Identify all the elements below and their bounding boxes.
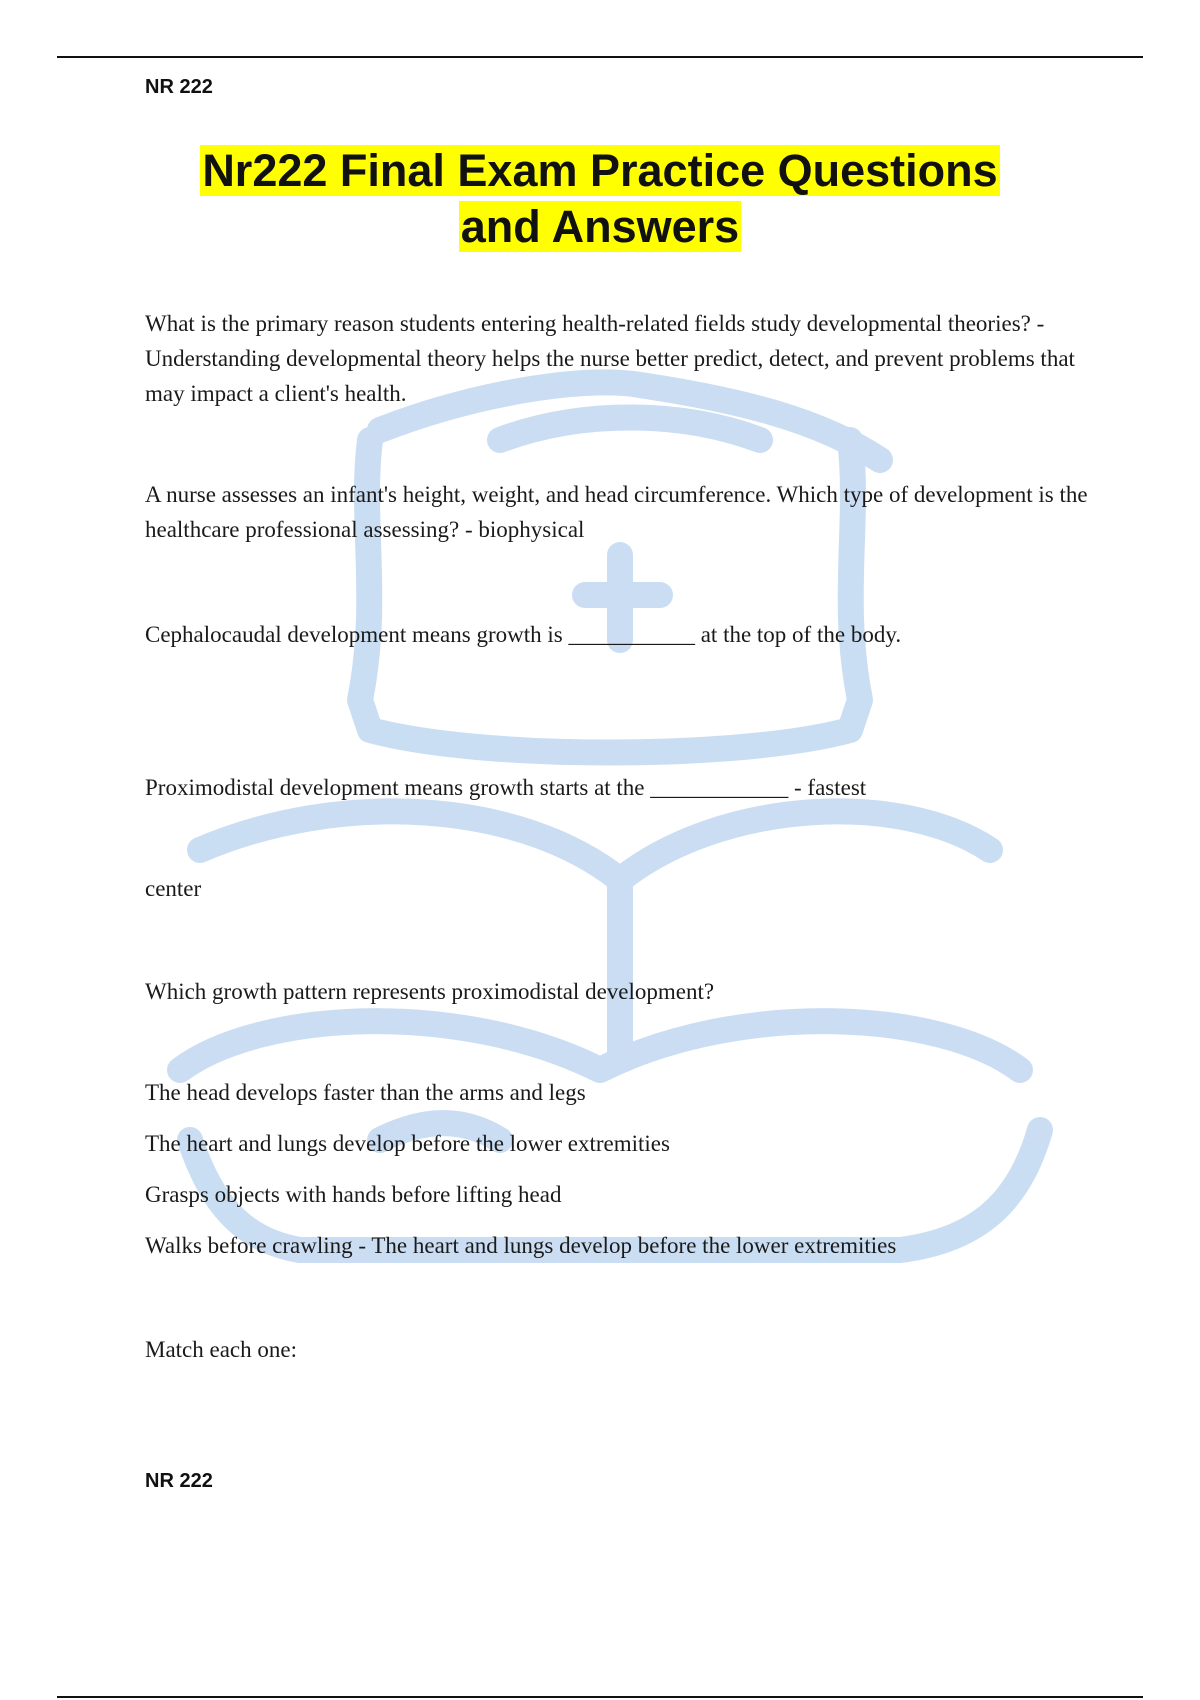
bottom-rule — [57, 1696, 1143, 1698]
question-5-option: Walks before crawling - The heart and lungs develop before the lower extremities — [145, 1233, 897, 1258]
question-5-option: The head develops faster than the arms and legs — [145, 1080, 586, 1105]
question-5: Which growth pattern represents proximodistal development? — [145, 979, 715, 1004]
question-4-answer: center — [145, 876, 202, 901]
top-rule — [57, 56, 1143, 58]
question-2: A nurse assesses an infant's height, weight, and head circumference. Which type of development is the healthcare professional assessing? - biophysical — [145, 482, 1088, 542]
question-6: Match each one: — [145, 1337, 297, 1362]
title-line-2: and Answers — [460, 201, 740, 252]
course-label-footer: NR 222 — [145, 1470, 213, 1492]
course-label-header: NR 222 — [145, 76, 213, 98]
question-5-option: Grasps objects with hands before lifting head — [145, 1182, 562, 1207]
question-3: Cephalocaudal development means growth is ___________ at the top of the body. — [145, 622, 902, 647]
question-5-option: The heart and lungs develop before the lower extremities — [145, 1131, 670, 1156]
question-4: Proximodistal development means growth starts at the ____________ - fastest — [145, 775, 867, 800]
page-title — [100, 143, 1100, 255]
question-1: What is the primary reason students entering health-related fields study developmental theories? - Understanding developmental theory helps the nurse better predict, detect, and prevent problems that may impact a client's health. — [145, 311, 1075, 406]
title-line-1: Nr222 Final Exam Practice Questions — [202, 145, 998, 196]
